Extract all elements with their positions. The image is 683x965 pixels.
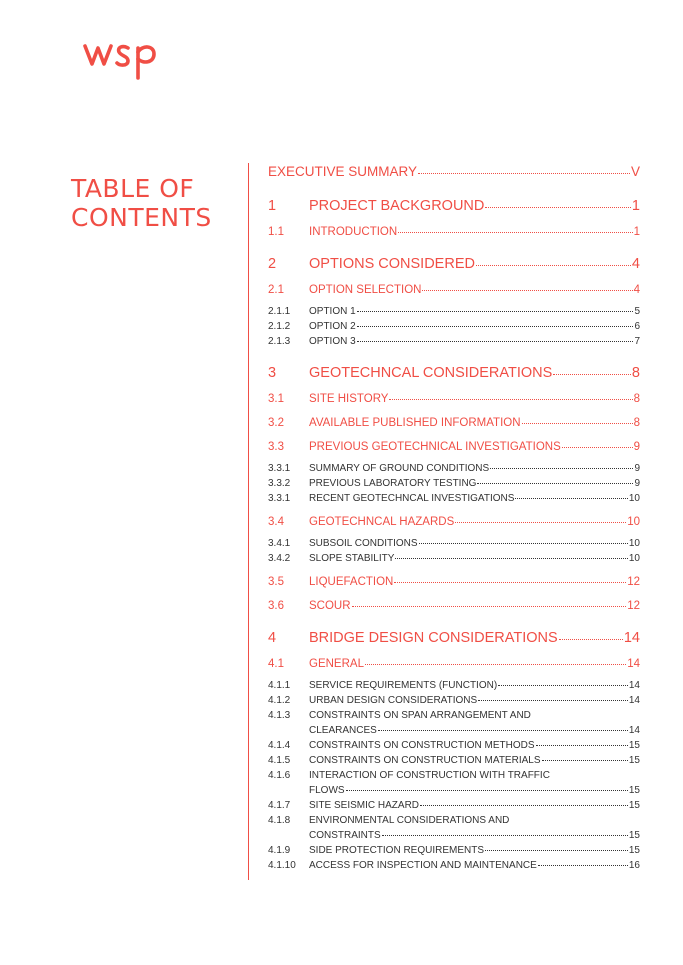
toc-entry-page: 15 bbox=[628, 785, 640, 796]
toc-entry-4-1-9[interactable] bbox=[268, 845, 640, 860]
toc-entry-title-line-2: CLEARANCES bbox=[309, 725, 377, 736]
toc-entry-number: 4.1.9 bbox=[268, 845, 291, 856]
toc-entry-executive-summary[interactable] bbox=[268, 164, 640, 184]
toc-entry-number: 4.1.5 bbox=[268, 755, 291, 766]
toc-entry-title: SLOPE STABILITY bbox=[309, 553, 395, 564]
toc-leader-dots bbox=[378, 730, 628, 731]
toc-entry-title: URBAN DESIGN CONSIDERATIONS bbox=[309, 695, 478, 706]
toc-leader-dots bbox=[389, 399, 632, 400]
toc-leader-dots bbox=[420, 805, 628, 806]
toc-leader-dots bbox=[538, 865, 628, 866]
toc-entry-page: 10 bbox=[628, 538, 640, 549]
toc-entry-number: 2.1 bbox=[268, 284, 284, 296]
toc-entry-number: 4.1.3 bbox=[268, 710, 291, 721]
toc-entry-4-1-8[interactable] bbox=[268, 815, 640, 845]
toc-entry-title: SIDE PROTECTION REQUIREMENTS bbox=[309, 845, 485, 856]
toc-entry-title: GEOTECHNCAL CONSIDERATIONS bbox=[309, 365, 553, 381]
page-title-line-1: TABLE OF bbox=[71, 174, 195, 203]
toc-leader-dots bbox=[485, 207, 631, 208]
toc-leader-dots bbox=[490, 468, 633, 469]
toc-entry-title: OPTION 2 bbox=[309, 321, 356, 332]
toc-entry-page: 4 bbox=[631, 256, 640, 272]
toc-entry-4-1-2[interactable] bbox=[268, 695, 640, 710]
toc-entry-4-1-5[interactable] bbox=[268, 755, 640, 770]
toc-entry-number: 4.1 bbox=[268, 658, 284, 670]
toc-entry-number: 3 bbox=[268, 365, 277, 381]
toc-entry-4-1-4[interactable] bbox=[268, 740, 640, 755]
toc-entry-number: 3.3.1 bbox=[268, 493, 291, 504]
toc-entry-number: 3.3.2 bbox=[268, 478, 291, 489]
toc-entry-page: 14 bbox=[628, 695, 640, 706]
toc-entry-title: SERVICE REQUIREMENTS (FUNCTION) bbox=[309, 680, 498, 691]
toc-leader-dots bbox=[562, 447, 633, 448]
toc-entry-title: GENERAL bbox=[309, 658, 364, 670]
wsp-logo bbox=[82, 40, 172, 82]
toc-entry-page: 5 bbox=[634, 306, 640, 317]
toc-entry-3-2[interactable] bbox=[268, 417, 640, 433]
toc-leader-dots bbox=[455, 522, 626, 523]
toc-entry-2[interactable] bbox=[268, 256, 640, 276]
toc-entry-2-1-3[interactable] bbox=[268, 336, 640, 351]
toc-leader-dots bbox=[394, 582, 626, 583]
toc-entry-page: 4 bbox=[633, 284, 640, 296]
toc-entry-1[interactable] bbox=[268, 198, 640, 218]
toc-entry-page: 15 bbox=[628, 755, 640, 766]
toc-entry-title: PROJECT BACKGROUND bbox=[309, 198, 485, 214]
toc-entry-number: 4.1.6 bbox=[268, 770, 291, 781]
toc-entry-number: 4.1.1 bbox=[268, 680, 291, 691]
toc-entry-number: 3.4.1 bbox=[268, 538, 291, 549]
toc-entry-number: 4.1.8 bbox=[268, 815, 291, 826]
toc-entry-title: EXECUTIVE SUMMARY bbox=[268, 164, 418, 179]
toc-entry-1-1[interactable] bbox=[268, 226, 640, 242]
toc-entry-number: 1.1 bbox=[268, 226, 284, 238]
toc-entry-3-5[interactable] bbox=[268, 576, 640, 592]
toc-entry-3-4-1[interactable] bbox=[268, 538, 640, 553]
toc-entry-title: SITE SEISMIC HAZARD bbox=[309, 800, 420, 811]
toc-entry-4-1-6[interactable] bbox=[268, 770, 640, 800]
toc-entry-4-1-7[interactable] bbox=[268, 800, 640, 815]
toc-leader-dots bbox=[477, 483, 633, 484]
toc-leader-dots bbox=[536, 745, 628, 746]
toc-entry-page: 10 bbox=[627, 516, 640, 528]
toc-entry-number: 3.2 bbox=[268, 417, 284, 429]
toc-entry-page: 10 bbox=[628, 553, 640, 564]
toc-entry-number: 1 bbox=[268, 198, 277, 214]
toc-leader-dots bbox=[398, 232, 632, 233]
toc-leader-dots bbox=[365, 664, 626, 665]
toc-entry-number: 4.1.2 bbox=[268, 695, 291, 706]
toc-entry-2-1-2[interactable] bbox=[268, 321, 640, 336]
toc-entry-3-3-1b[interactable] bbox=[268, 493, 640, 508]
page-title bbox=[71, 174, 212, 232]
toc-entry-title-line-1: ENVIRONMENTAL CONSIDERATIONS AND bbox=[309, 815, 510, 826]
toc-entry-title: OPTION SELECTION bbox=[309, 284, 422, 296]
toc-leader-dots bbox=[476, 265, 631, 266]
toc-entry-page: 10 bbox=[628, 493, 640, 504]
toc-entry-title: PREVIOUS LABORATORY TESTING bbox=[309, 478, 477, 489]
toc-entry-number: 3.3.1 bbox=[268, 463, 291, 474]
toc-leader-dots bbox=[478, 700, 628, 701]
toc-leader-dots bbox=[357, 326, 634, 327]
toc-entry-4-1[interactable] bbox=[268, 658, 640, 674]
toc-entry-3-1[interactable] bbox=[268, 393, 640, 409]
toc-entry-page: 14 bbox=[628, 680, 640, 691]
toc-entry-page: 14 bbox=[627, 658, 640, 670]
toc-entry-3-3[interactable] bbox=[268, 441, 640, 457]
toc-leader-dots bbox=[357, 311, 634, 312]
toc-entry-3-4-2[interactable] bbox=[268, 553, 640, 568]
toc-leader-dots bbox=[395, 558, 627, 559]
toc-entry-4-1-10[interactable] bbox=[268, 860, 640, 875]
toc-entry-number: 3.6 bbox=[268, 600, 284, 612]
toc-leader-dots bbox=[422, 290, 632, 291]
toc-entry-number: 3.3 bbox=[268, 441, 284, 453]
toc-leader-dots bbox=[357, 341, 634, 342]
toc-entry-number: 4 bbox=[268, 630, 277, 646]
toc-entry-number: 4.1.4 bbox=[268, 740, 291, 751]
toc-entry-page: 9 bbox=[633, 441, 640, 453]
toc-entry-title-line-1: INTERACTION OF CONSTRUCTION WITH TRAFFIC bbox=[309, 770, 550, 781]
toc-entry-page: 8 bbox=[633, 393, 640, 405]
toc-entry-title: OPTIONS CONSIDERED bbox=[309, 256, 475, 272]
toc-entry-number: 2 bbox=[268, 256, 277, 272]
toc-leader-dots bbox=[382, 835, 628, 836]
toc-entry-title: SITE HISTORY bbox=[309, 393, 389, 405]
toc-entry-title: SUMMARY OF GROUND CONDITIONS bbox=[309, 463, 490, 474]
toc-entry-4-1-3[interactable] bbox=[268, 710, 640, 740]
toc-entry-number: 2.1.2 bbox=[268, 321, 291, 332]
toc-leader-dots bbox=[515, 498, 627, 499]
toc-leader-dots bbox=[418, 173, 630, 174]
toc-entry-title: PREVIOUS GEOTECHNICAL INVESTIGATIONS bbox=[309, 441, 561, 453]
divider-line bbox=[248, 163, 249, 880]
toc-entry-3-3-2[interactable] bbox=[268, 478, 640, 493]
toc-entry-title: BRIDGE DESIGN CONSIDERATIONS bbox=[309, 630, 558, 646]
toc-entry-title: OPTION 3 bbox=[309, 336, 356, 347]
toc-entry-page: 15 bbox=[628, 845, 640, 856]
toc-entry-4[interactable] bbox=[268, 630, 640, 650]
toc-entry-title: SCOUR bbox=[309, 600, 351, 612]
toc-leader-dots bbox=[346, 790, 628, 791]
toc-entry-4-1-1[interactable] bbox=[268, 680, 640, 695]
toc-entry-3-4[interactable] bbox=[268, 516, 640, 532]
toc-entry-number: 3.1 bbox=[268, 393, 284, 405]
toc-entry-page: 8 bbox=[631, 365, 640, 381]
toc-leader-dots bbox=[352, 606, 627, 607]
toc-entry-page: 9 bbox=[634, 463, 640, 474]
toc-entry-page: 1 bbox=[633, 226, 640, 238]
toc-entry-number: 2.1.3 bbox=[268, 336, 291, 347]
toc-entry-title: ACCESS FOR INSPECTION AND MAINTENANCE bbox=[309, 860, 537, 871]
toc-leader-dots bbox=[498, 685, 628, 686]
toc-entry-page: 15 bbox=[628, 800, 640, 811]
toc-entry-page: 6 bbox=[634, 321, 640, 332]
toc-entry-title: CONSTRAINTS ON CONSTRUCTION METHODS bbox=[309, 740, 535, 751]
toc-entry-3-6[interactable] bbox=[268, 600, 640, 616]
toc-leader-dots bbox=[553, 374, 631, 375]
toc-entry-page: 7 bbox=[634, 336, 640, 347]
toc-entry-2-1[interactable] bbox=[268, 284, 640, 300]
toc-entry-page: 9 bbox=[634, 478, 640, 489]
toc-entry-title: GEOTECHNCAL HAZARDS bbox=[309, 516, 455, 528]
toc-leader-dots bbox=[485, 850, 628, 851]
toc-entry-page: V bbox=[630, 164, 640, 179]
toc-entry-title: LIQUEFACTION bbox=[309, 576, 394, 588]
toc-entry-page: 14 bbox=[628, 725, 640, 736]
toc-entry-page: 15 bbox=[628, 830, 640, 841]
toc-entry-title: INTRODUCTION bbox=[309, 226, 398, 238]
toc-entry-title-line-2: CONSTRAINTS bbox=[309, 830, 381, 841]
toc-entry-title-line-2: FLOWS bbox=[309, 785, 345, 796]
toc-entry-title: RECENT GEOTECHNCAL INVESTIGATIONS bbox=[309, 493, 515, 504]
toc-entry-page: 12 bbox=[627, 576, 640, 588]
toc-entry-page: 12 bbox=[627, 600, 640, 612]
toc-entry-title-line-1: CONSTRAINTS ON SPAN ARRANGEMENT AND bbox=[309, 710, 531, 721]
toc-entry-title: AVAILABLE PUBLISHED INFORMATION bbox=[309, 417, 521, 429]
toc-leader-dots bbox=[522, 423, 633, 424]
toc-entry-page: 16 bbox=[628, 860, 640, 871]
toc-entry-3-3-1[interactable] bbox=[268, 463, 640, 478]
toc-entry-number: 2.1.1 bbox=[268, 306, 291, 317]
toc-leader-dots bbox=[559, 639, 623, 640]
table-of-contents bbox=[268, 164, 640, 875]
toc-entry-title: OPTION 1 bbox=[309, 306, 356, 317]
toc-entry-title: SUBSOIL CONDITIONS bbox=[309, 538, 418, 549]
toc-entry-number: 3.5 bbox=[268, 576, 284, 588]
toc-entry-number: 4.1.10 bbox=[268, 860, 296, 871]
page-title-line-2: CONTENTS bbox=[71, 203, 212, 232]
toc-entry-number: 3.4.2 bbox=[268, 553, 291, 564]
toc-entry-title: CONSTRAINTS ON CONSTRUCTION MATERIALS bbox=[309, 755, 541, 766]
toc-entry-page: 8 bbox=[633, 417, 640, 429]
toc-entry-2-1-1[interactable] bbox=[268, 306, 640, 321]
toc-entry-number: 4.1.7 bbox=[268, 800, 291, 811]
toc-entry-page: 1 bbox=[631, 198, 640, 214]
toc-entry-page: 14 bbox=[623, 630, 640, 646]
toc-entry-3[interactable] bbox=[268, 365, 640, 385]
toc-entry-number: 3.4 bbox=[268, 516, 284, 528]
toc-leader-dots bbox=[542, 760, 628, 761]
toc-leader-dots bbox=[419, 543, 628, 544]
toc-entry-page: 15 bbox=[628, 740, 640, 751]
